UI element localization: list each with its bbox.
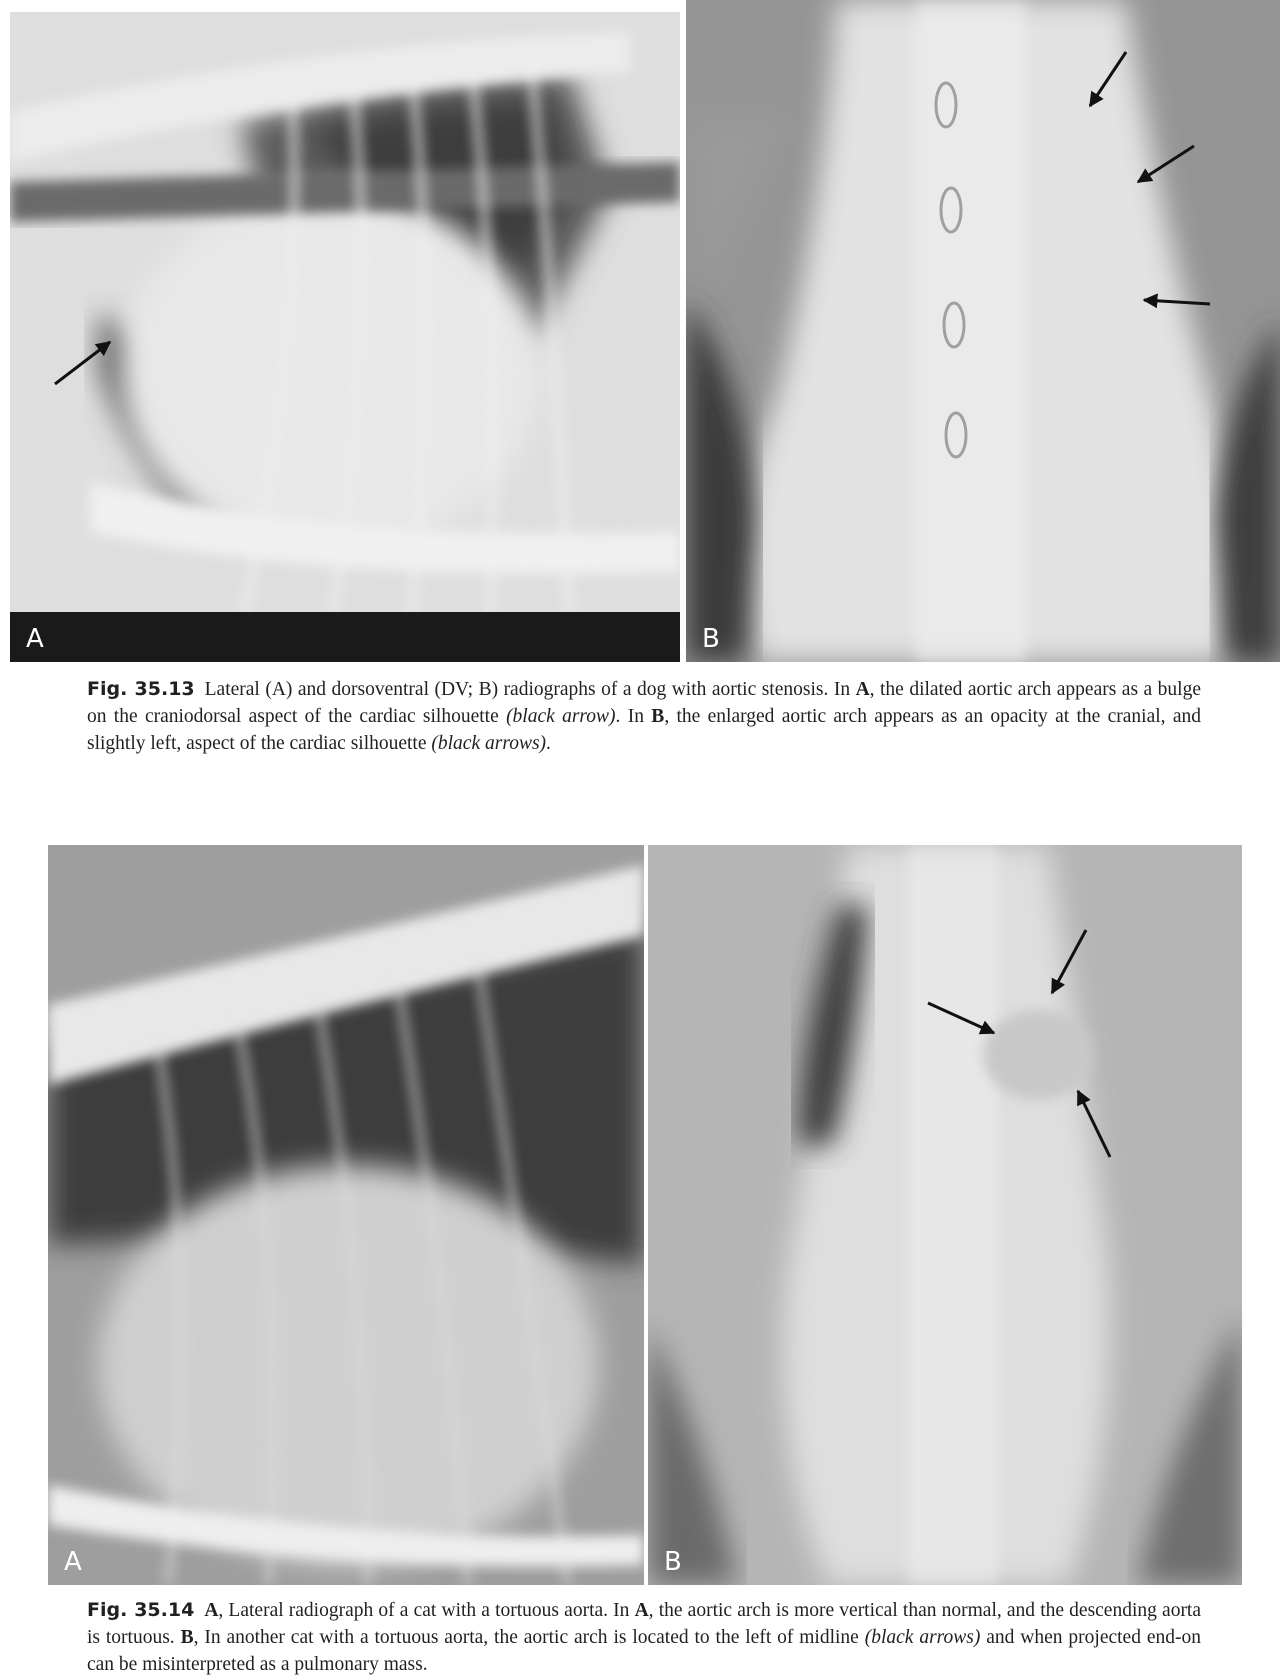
caption-text: , In another cat with a tortuous aorta, the aortic arch is located to the left of midline (193, 1627, 865, 1648)
caption-italic: (black arrows) (864, 1627, 981, 1648)
caption-text: Lateral (A) and dorsoventral (DV; B) radiographs of a dog with aortic stenosis. In (204, 679, 856, 700)
caption-bold: A (204, 1600, 219, 1621)
fig-35-14-panel-b (648, 845, 1242, 1585)
caption-bold: B (180, 1627, 194, 1648)
fig-35-13-caption (87, 676, 1201, 757)
figure-number: Fig. 35.14 (87, 1599, 195, 1621)
caption-text: . In (615, 706, 652, 727)
caption-text: , the aortic arch is more vertical than normal, and the descending aorta is tortuous. (87, 1600, 1202, 1648)
caption-text: . (546, 733, 551, 754)
dog-lateral-radiograph (10, 12, 680, 662)
caption-text: and when projected end-on can be misinterpreted as a pulmonary mass. (87, 1627, 1201, 1675)
caption-text: , Lateral radiograph of a cat with a tortuous aorta. In (218, 1600, 635, 1621)
caption-bold: B (651, 706, 665, 727)
cat-lateral-radiograph (48, 845, 644, 1585)
caption-italic: (black arrow) (506, 706, 616, 727)
caption-text: , the enlarged aortic arch appears as an opacity at the cranial, and slightly left, aspect of the cardiac silhouette (87, 706, 1201, 754)
panel-label-b: B (702, 624, 720, 654)
caption-text: , the dilated aortic arch appears as a bulge on the craniodorsal aspect of the cardiac silhouette (87, 679, 1201, 727)
dog-dv-radiograph (686, 0, 1280, 662)
caption-bold: A (855, 679, 870, 700)
panel-label-a: A (64, 1547, 82, 1577)
fig-35-13-panel-a (10, 12, 680, 662)
caption-italic: (black arrows) (431, 733, 547, 754)
figure-number: Fig. 35.13 (87, 678, 195, 700)
panel-label-a: A (26, 624, 44, 654)
panel-label-b: B (664, 1547, 682, 1577)
fig-35-14-panel-a (48, 845, 644, 1585)
fig-35-13-panel-b (686, 0, 1280, 662)
caption-bold: A (634, 1600, 649, 1621)
fig-35-14-caption (87, 1597, 1201, 1678)
cat-dv-radiograph (648, 845, 1242, 1585)
